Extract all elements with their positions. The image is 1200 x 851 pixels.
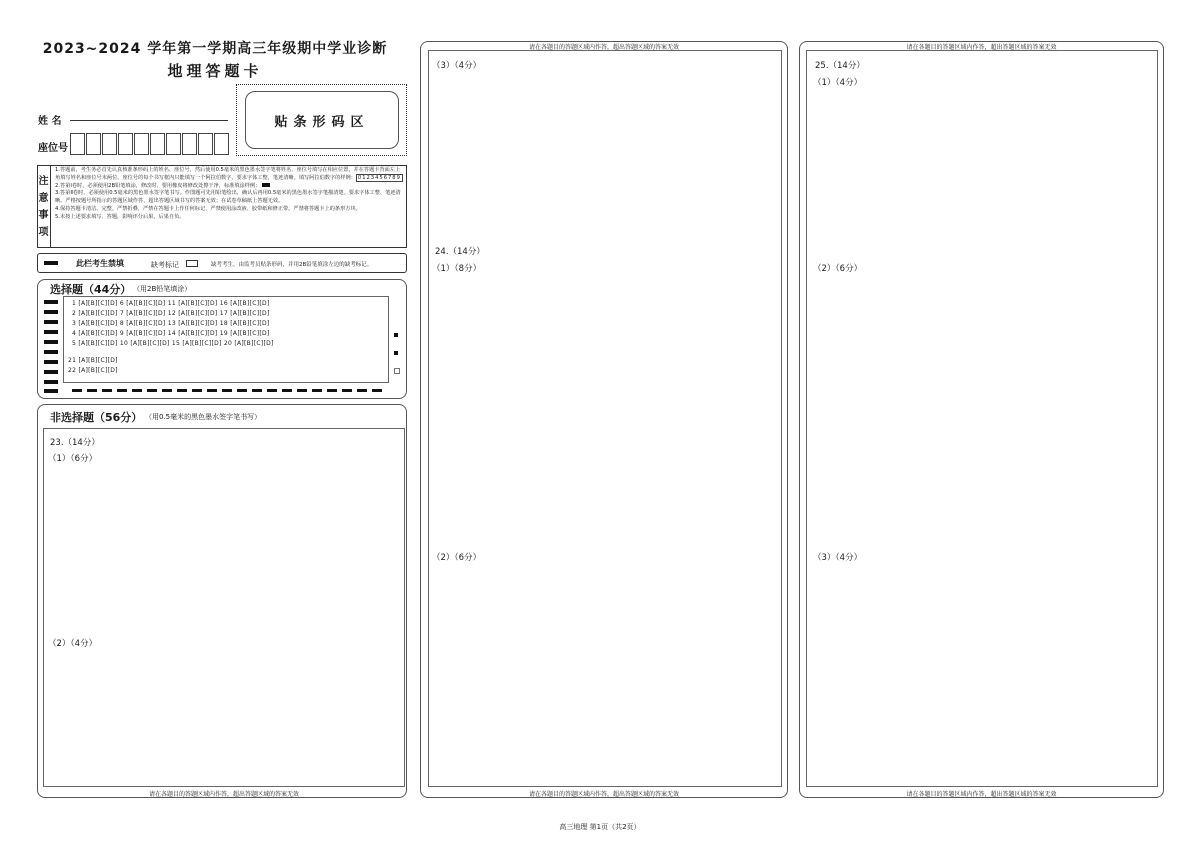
fill-sample-icon xyxy=(262,183,270,187)
mcq-row-6[interactable]: 21 [A][B][C][D] xyxy=(68,357,118,364)
answer-area-24[interactable] xyxy=(428,50,782,787)
q23-part-1: （1）（6分） xyxy=(48,454,98,464)
page-footer: 高三地理 第1页（共2页） xyxy=(559,823,641,831)
answer-area-23[interactable] xyxy=(43,428,405,787)
notice-item-3: 3.答第Ⅱ卷时，必须使用0.5毫米的黑色墨水签字笔书写。作图题可先用铅笔绘出，确认后再用0.5毫米的黑色墨水签字笔描清楚。要求字体工整、笔迹清晰。严格按题号所指示的答题区域作答，超出答题区域书写的答案无效；在试卷草稿纸上答题无效。 xyxy=(55,190,401,205)
q24-part-1: （1）（8分） xyxy=(432,264,482,274)
notice-item-5: 5.未按上述要求填写、答题，影响评分后果，后果自负。 xyxy=(55,213,185,220)
seat-label: 座位号 xyxy=(38,143,68,154)
region-note-mid-bottom: 请在各题目的答题区域内作答，超出答题区域的答案无效 xyxy=(528,791,679,798)
side-mark-1 xyxy=(394,333,398,337)
side-mark-2 xyxy=(394,351,398,355)
answer-area-25[interactable] xyxy=(806,50,1158,787)
card-title: 地理答题卡 xyxy=(167,62,263,80)
q25-part-1: （1）（4分） xyxy=(813,78,863,88)
mcq-title: 选择题（44分） xyxy=(50,283,132,296)
mcq-row-3[interactable]: 3 [A][B][C][D] 8 [A][B][C][D] 13 [A][B][C][D] 18 [A][B][C][D] xyxy=(72,320,270,327)
q23-heading: 23.（14分） xyxy=(50,438,100,448)
q23-part-3: （3）（4分） xyxy=(432,61,482,71)
mcq-row-1[interactable]: 1 [A][B][C][D] 6 [A][B][C][D] 11 [A][B][C][D] 16 [A][B][C][D] xyxy=(72,300,270,307)
nonmcq-note: （用0.5毫米的黑色墨水签字笔书写） xyxy=(145,413,262,421)
name-field[interactable] xyxy=(70,120,228,121)
region-note-right-bottom: 请在各题目的答题区域内作答，超出答题区域的答案无效 xyxy=(906,791,1057,798)
q24-part-2: （2）（6分） xyxy=(432,553,482,563)
q24-heading: 24.（14分） xyxy=(435,247,485,257)
region-note-left-bottom: 请在各题目的答题区域内作答，超出答题区域的答案无效 xyxy=(148,791,299,798)
notice-item-1: 1.答题前，考生务必首先认真核准条形码上的姓名、座位号，然后使用0.5毫米的黑色墨水签字笔将姓名、座位号填写在相应位置，并在答题卡背面左上角填写姓名和座位号末两位。座位号的每个书写框内只能填写一个阿拉伯数字，要求字体工整，笔迹清晰。填写阿拉伯数字的样例： 0123456789 xyxy=(55,167,401,181)
notice-item-2: 2.答第Ⅰ卷时，必须使用2B铅笔填涂，修改时，要用橡皮将修改处擦干净，标准填涂样例： xyxy=(55,183,403,191)
exam-title: 2023~2024 学年第一学期高三年级期中学业诊断 xyxy=(42,41,388,57)
mcq-note: （用2B铅笔填涂） xyxy=(133,285,192,293)
mcq-row-7[interactable]: 22 [A][B][C][D] xyxy=(68,367,118,374)
mcq-row-5[interactable]: 5 [A][B][C][D] 10 [A][B][C][D] 15 [A][B][C][D] 20 [A][B][C][D] xyxy=(72,340,274,347)
notice-text xyxy=(55,167,403,222)
q25-part-2: （2）（6分） xyxy=(813,264,863,274)
mcq-row-2[interactable]: 2 [A][B][C][D] 7 [A][B][C][D] 12 [A][B][C][D] 17 [A][B][C][D] xyxy=(72,310,270,317)
barcode-area: 贴条形码区 xyxy=(245,91,399,149)
nonmcq-title: 非选择题（56分） xyxy=(50,411,143,424)
q25-part-3: （3）（4分） xyxy=(813,553,863,563)
region-note-mid-top: 请在各题目的答题区域内作答，超出答题区域的答案无效 xyxy=(528,44,679,51)
absent-mark-box[interactable] xyxy=(186,260,198,267)
notice-item-4: 4.保持答题卡清洁、完整。严禁折叠，严禁在答题卡上作任何标记，严禁使用涂改液、胶带纸和修正带。严禁将答题卡上的条形方块。 xyxy=(55,205,361,212)
name-label: 姓 名 xyxy=(38,116,62,127)
region-note-right-top: 请在各题目的答题区域内作答，超出答题区域的答案无效 xyxy=(906,44,1057,51)
mcq-row-4[interactable]: 4 [A][B][C][D] 9 [A][B][C][D] 14 [A][B][C][D] 19 [A][B][C][D] xyxy=(72,330,270,337)
forbidden-bar: 此栏考生禁填 缺考标记 缺考考生，由监考员贴条形码，并用2B铅笔填涂左边的缺考标记。 xyxy=(37,253,407,273)
side-mark-3 xyxy=(394,368,400,374)
q23-part-2: （2）（4分） xyxy=(48,639,98,649)
q25-heading: 25.（14分） xyxy=(815,61,865,71)
notice-heading: 注 意 事 项 xyxy=(37,165,51,248)
